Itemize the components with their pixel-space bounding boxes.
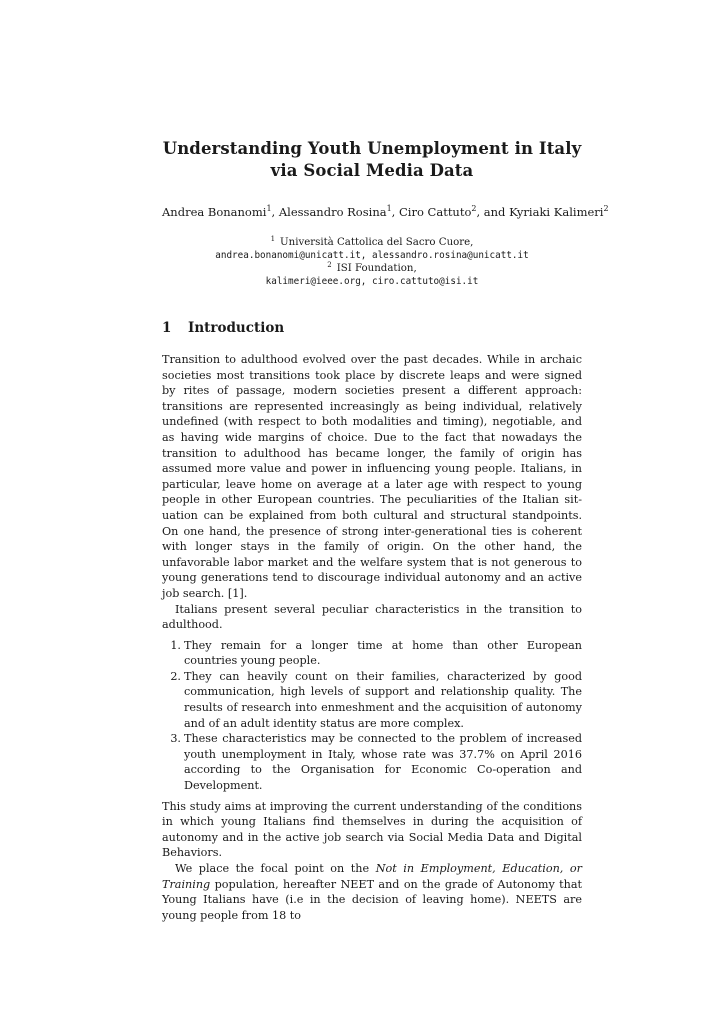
- author-affiliation-mark: 1: [266, 204, 272, 214]
- section-title: Introduction: [188, 320, 285, 336]
- section-number: 1: [162, 320, 172, 336]
- numbered-list: [162, 638, 582, 794]
- paragraph: Italians present several peculiar characteristics in the transition to adulthood.: [162, 602, 582, 632]
- author-separator: ,: [271, 205, 279, 219]
- list-marker: 3.: [170, 732, 181, 746]
- title-line-2: via Social Media Data: [270, 161, 474, 180]
- list-item-text: They remain for a longer time at home than other European countries young people.: [184, 638, 582, 668]
- affiliation-name: Università Cattolica del Sacro Cuore,: [280, 237, 474, 248]
- author-affiliation-mark: 2: [471, 204, 477, 214]
- paragraph: [162, 861, 582, 923]
- paragraph-text: We place the focal point on the: [175, 862, 376, 875]
- section-heading: [162, 320, 284, 336]
- affiliation-name: ISI Foundation,: [336, 263, 417, 274]
- list-item: [162, 731, 582, 793]
- body-text: [162, 352, 582, 923]
- paragraph-text: population, hereafter NEET and on the grade of Autonomy that Young Italians have (i.e in the decision of leaving home). NEETS are young people from 18 to: [162, 877, 582, 922]
- list-item-text: These characteristics may be connected to the problem of increased youth unemployment in Italy, whose rate was 37.7% on April 2016 according to the Organisation for Economic Co-operation and Development.: [184, 732, 582, 793]
- affiliation-2: [162, 262, 582, 275]
- affiliation-mark: 2: [327, 260, 332, 269]
- list-item-text: They can heavily count on their families, characterized by good communication, high levels of support and relationship quality. The results of research into enmeshment and the acquisition of autonomy and of an adult identity status are more complex.: [184, 669, 582, 730]
- author-separator: ,: [391, 205, 399, 219]
- affiliations: [162, 236, 582, 288]
- list-marker: 2.: [170, 669, 181, 683]
- paragraph: This study aims at improving the current understanding of the conditions in which young Italians find themselves in during the acquisition of autonomy and in the active job search via Social Media Data and Digital Behaviors.: [162, 799, 582, 860]
- list-item: [162, 638, 582, 669]
- author-name: Kyriaki Kalimeri: [509, 205, 604, 219]
- affiliation-2-emails: kalimeri@ieee.org, ciro.cattuto@isi.it: [265, 276, 479, 287]
- paragraph: Transition to adulthood evolved over the past decades. While in archaic societies most transitions took place by discrete leaps and were signed by rites of passage, modern societies present a different approach: transitions are represented increasingly as being individual, relatively undefined (with respect to both modalities and timing), negotiable, and as having wide margins of choice. Due to the fact that nowadays the transition to adulthood has became longer, the family of origin has assumed more value and power in influencing young people. Italians, in particular, leave home on average at a later age with respect to young people in other European countries. The peculiarities of the Italian situation can be explained from both cultural and structural standpoints. On one hand, the presence of strong inter-generational ties is coherent with longer stays in the family of origin. On the other hand, the unfavorable labor market and the welfare system that is not generous to young generations tend to discourage individual autonomy and an active job search. [1].: [162, 353, 582, 600]
- author-list: [162, 204, 609, 220]
- title-line-1: Understanding Youth Unemployment in Italy: [162, 139, 582, 158]
- author-name: Andrea Bonanomi: [162, 205, 267, 219]
- author-name: Ciro Cattuto: [398, 205, 472, 219]
- author-name: Alessandro Rosina: [278, 205, 387, 219]
- affiliation-mark: 1: [270, 234, 276, 243]
- affiliation-1-emails: andrea.bonanomi@unicatt.it, alessandro.rosina@unicatt.it: [215, 250, 529, 261]
- author-affiliation-mark: 2: [603, 204, 609, 214]
- list-item: [162, 669, 582, 731]
- affiliation-1: [162, 236, 582, 249]
- list-marker: 1.: [170, 638, 181, 652]
- emphasis-text: Not in Employment, Education, or Training: [162, 862, 582, 891]
- paper-title: [162, 138, 582, 182]
- author-separator: , and: [476, 205, 510, 219]
- author-affiliation-mark: 1: [386, 204, 392, 214]
